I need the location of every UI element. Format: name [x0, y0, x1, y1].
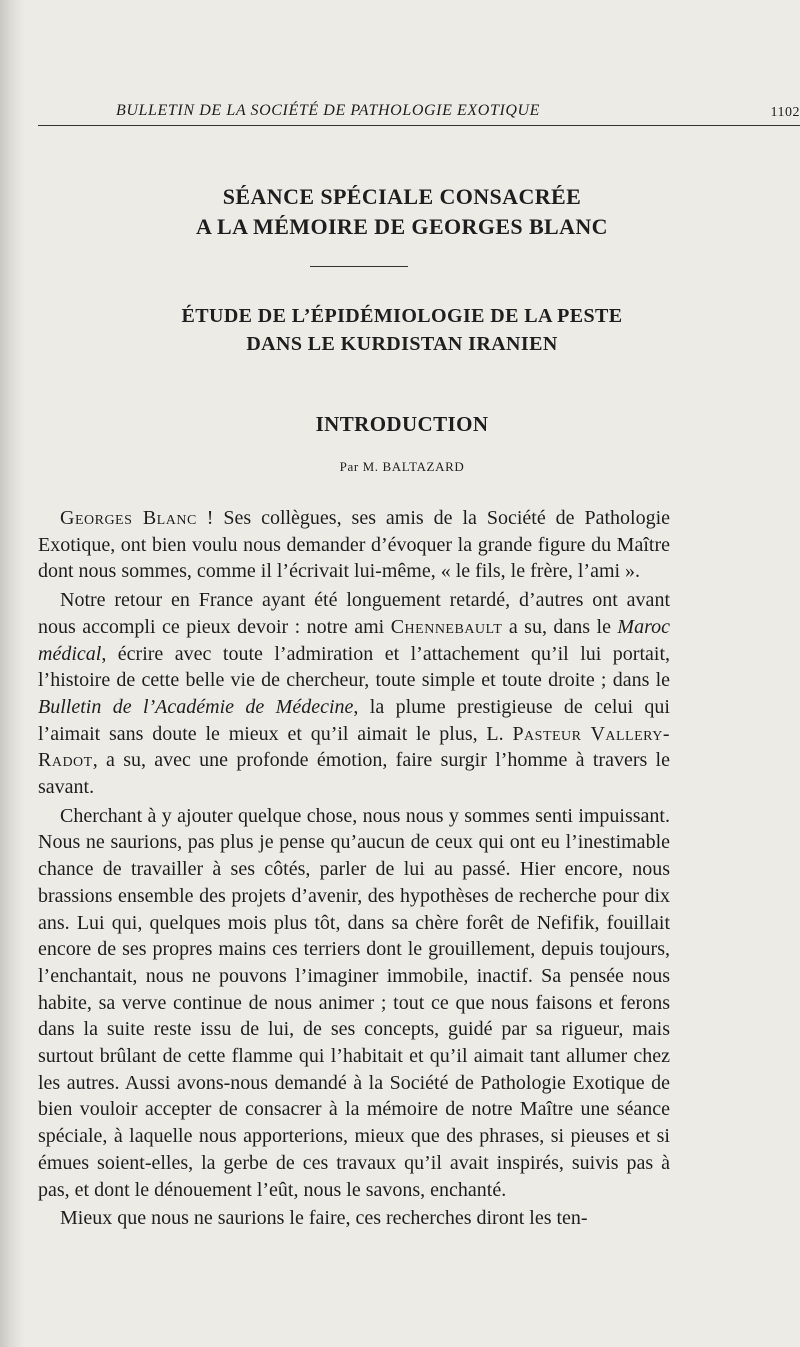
book-spine-shadow [0, 0, 24, 1347]
session-title-line-1: SÉANCE SPÉCIALE CONSACRÉE [222, 184, 582, 209]
section-heading: INTRODUCTION [315, 412, 489, 436]
person-name: Georges Blanc [60, 507, 197, 529]
journal-title: Maroc médical [38, 615, 670, 665]
page [38, 0, 800, 1347]
paragraph-3: Cherchant à y ajouter quelque chose, nous nous y sommes senti impuissant. Nous ne saurions, pas plus je pense qu’aucun de ceux qui ont eu l’inestimable chance de travailler à ses côtés, parler de lui au passé. Hier encore, nous brassions ensemble des projets d’avenir, des hypothèses de recherche pour dix ans. Lui qui, quelques mois plus tôt, dans sa chère forêt de Nefifik, fouillait encore de ses propres mains ces terriers dont le grouillement, depuis toujours, l’enchantait, nous ne pouvons l’imaginer immobile, inactif. Sa pensée nous habite, sa verve continue de nous animer ; tout ce que nous faisons et ferons dans la suite reste issu de lui, de ses concepts, guidé par sa rigueur, mais surtout brûlant de cette flamme qui l’habitait et qu’il aimait tant allumer chez les autres. Aussi avons-nous demandé à la Société de Pathologie Exotique de bien vouloir accepter de consacrer à la mémoire de notre Maître une séance spéciale, à laquelle nous apporterions, mieux que des phrases, si pieuses et si émues soient-elles, la gerbe de ces travaux qu’il avait inspirés, suivis pas à pas, et dont le dénouement l’eût, nous le savons, enchanté. [38, 804, 670, 1201]
author-byline: Par M. BALTAZARD [339, 459, 465, 474]
header-rule [38, 125, 800, 126]
title-divider [310, 266, 408, 267]
study-title-line-1: ÉTUDE DE L’ÉPIDÉMIOLOGIE DE LA PESTE [181, 305, 623, 327]
paragraph-1: Georges Blanc ! Ses collègues, ses amis de la Société de Pathologie Exotique, ont bien voulu nous demander d’évoquer la grande figure du Maître dont nous sommes, comme il l’écrivait lui-même, « le fils, le frère, l’ami ». [38, 507, 671, 583]
person-name: Chennebault [390, 615, 503, 638]
page-number: 1102 [770, 105, 800, 120]
paragraph-2: Notre retour en France ayant été longuement retardé, d’autres ont avant nous accompli ce pieux devoir : notre ami Chennebault a su, dans le Maroc médical, écrire avec toute l’admiration et l’attachement qu’il lui portait, l’histoire de cette belle vie de chercheur, toute simple et toute droite ; dans le Bulletin de l’Académie de Médecine, la plume prestigieuse de celui qui l’aimait sans doute le mieux et qu’il aimait le plus, L. Pasteur Vallery-Radot, a su, avec une profonde émotion, faire surgir l’homme à travers le savant. [38, 589, 670, 799]
study-title-line-2: DANS LE KURDISTAN IRANIEN [246, 333, 558, 355]
person-name: Pasteur Vallery-Radot [38, 722, 670, 772]
study-title [38, 302, 766, 358]
running-head: BULLETIN DE LA SOCIÉTÉ DE PATHOLOGIE EXOTIQUE [116, 102, 541, 119]
article-body [38, 505, 670, 1234]
journal-title: Bulletin de l’Académie de Médecine [38, 695, 354, 718]
session-title [38, 182, 766, 242]
session-title-line-2: A LA MÉMOIRE DE GEORGES BLANC [196, 214, 608, 239]
paragraph-4: Mieux que nous ne saurions le faire, ces recherches diront les ten- [60, 1207, 588, 1230]
